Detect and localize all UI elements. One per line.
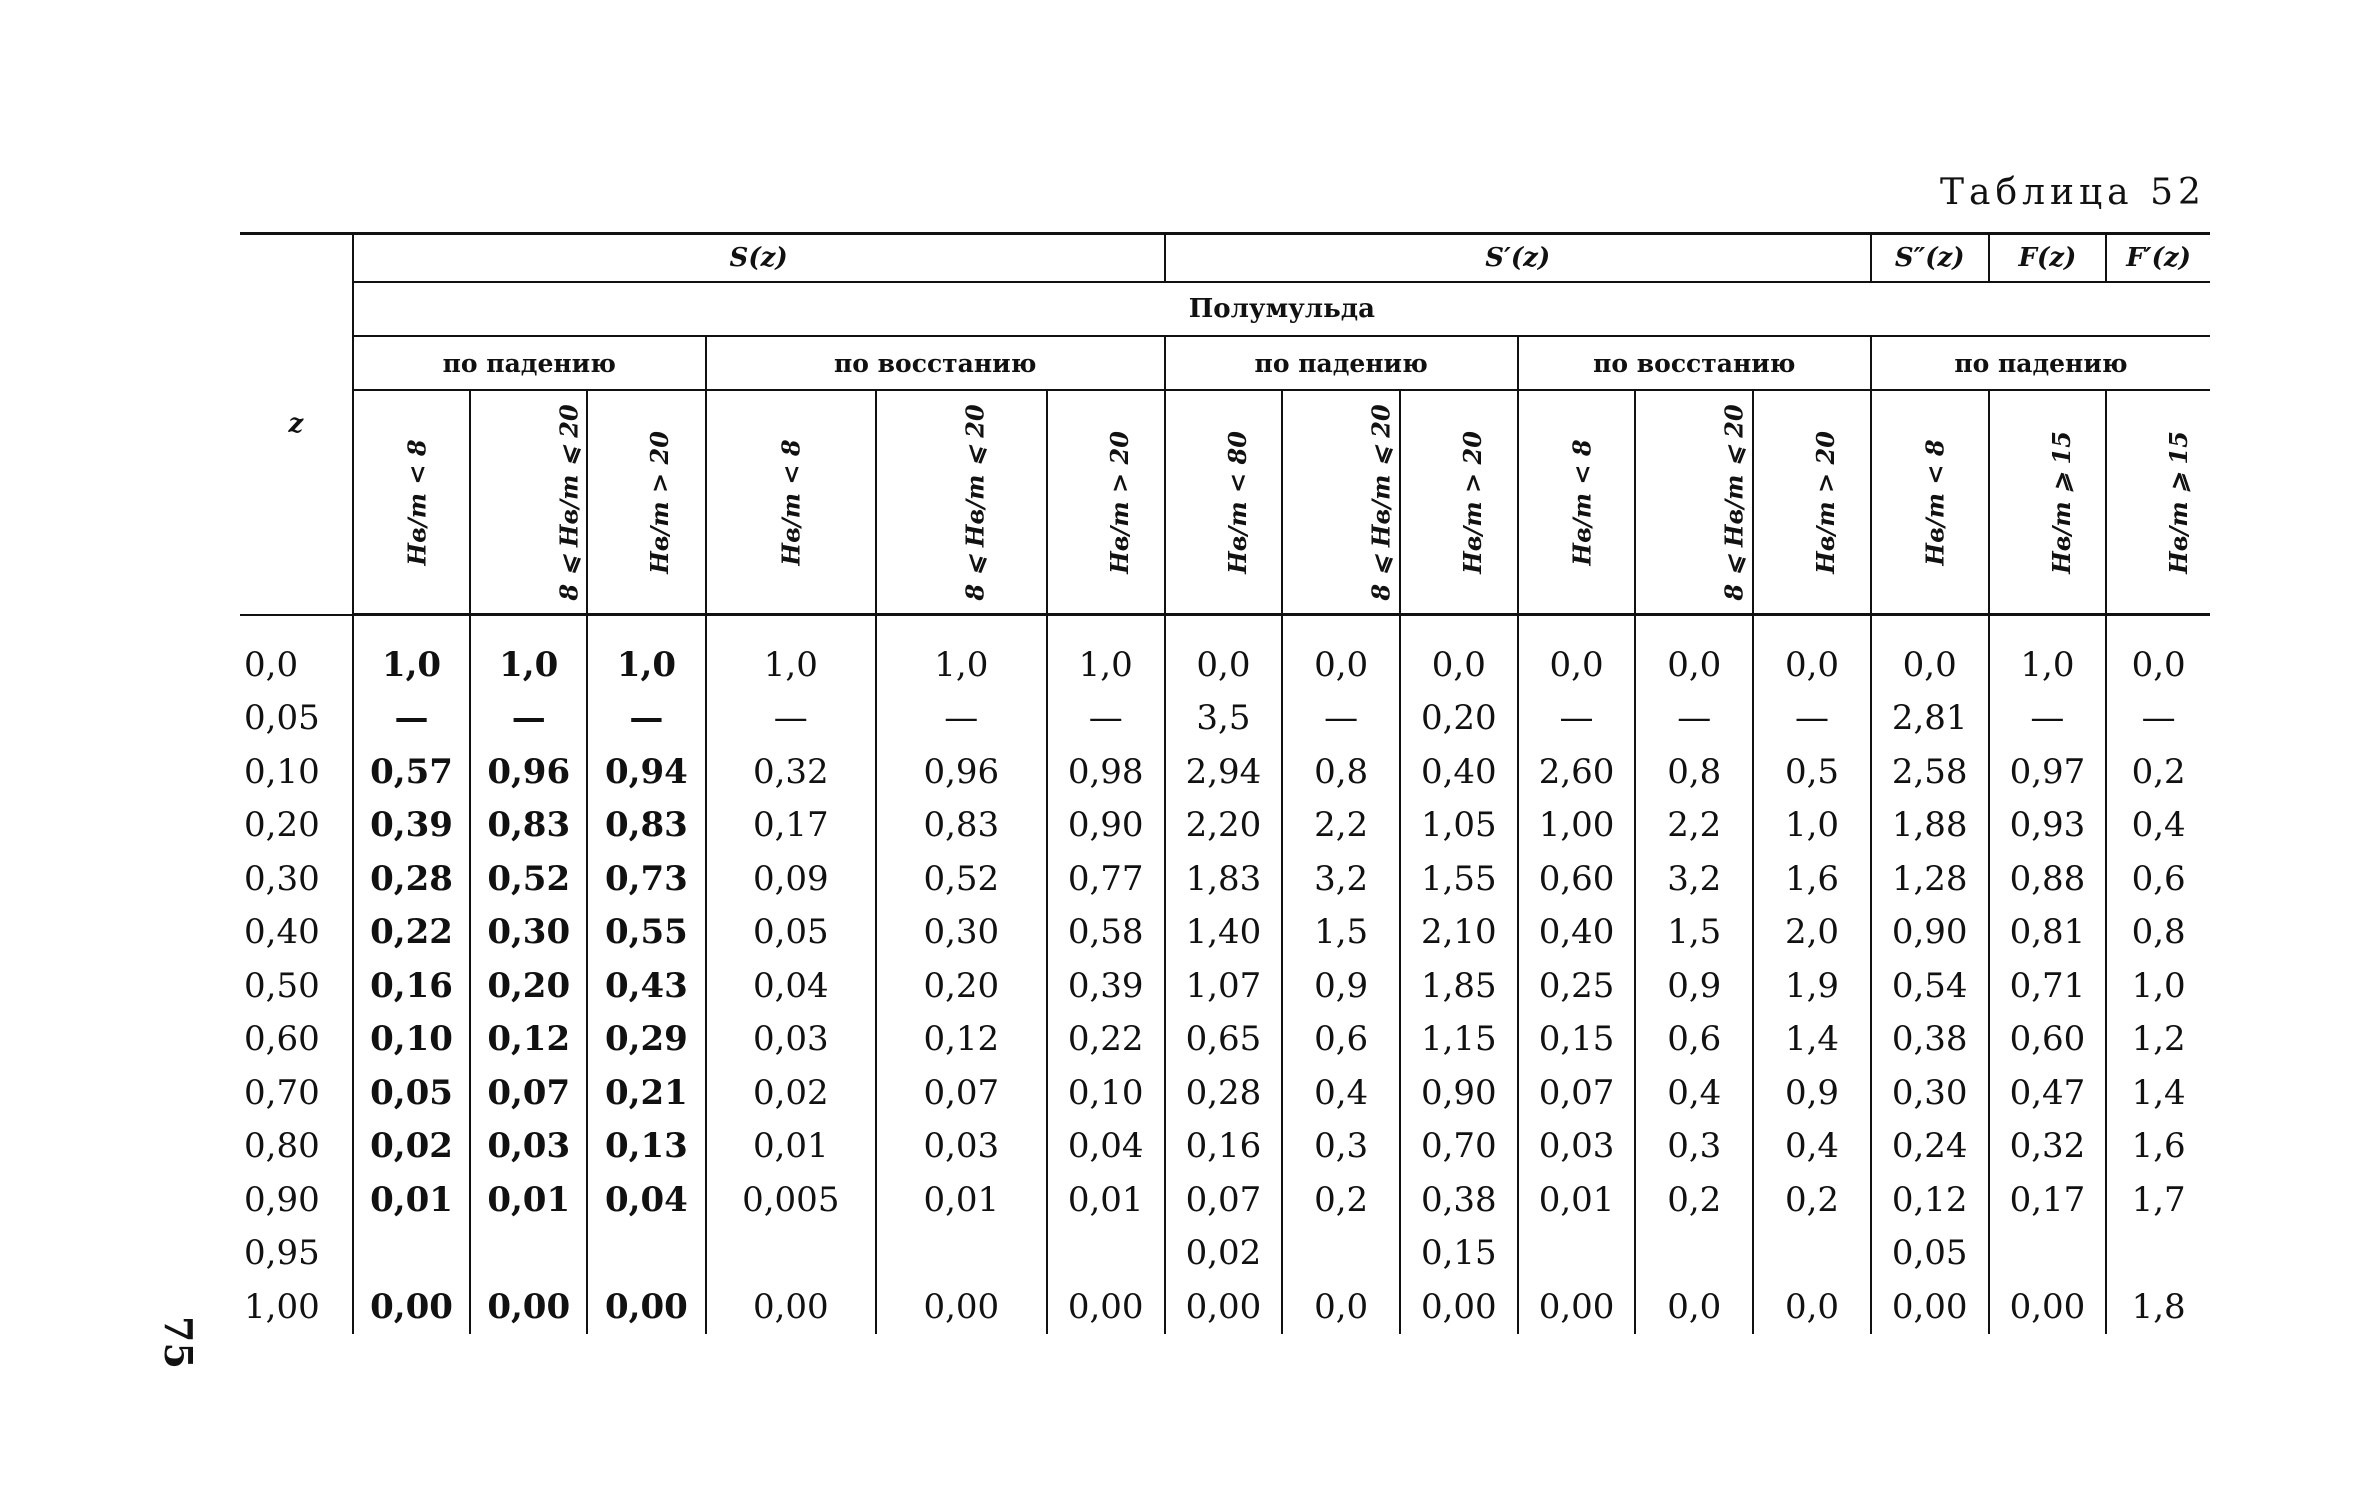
direction-header: по восстанию: [1518, 336, 1871, 390]
condition-label: Hв/m < 8: [1567, 438, 1597, 566]
table-cell: 0,2: [1635, 1173, 1753, 1227]
table-cell: 1,6: [2106, 1120, 2210, 1174]
table-cell: 1,15: [1400, 1013, 1518, 1067]
table-cell: 3,5: [1165, 692, 1283, 746]
table-caption: Таблица 52: [1940, 172, 2206, 213]
condition-label: Hв/m < 8: [776, 438, 806, 566]
table-cell: 1,28: [1871, 852, 1989, 906]
table-cell: 0,2: [2106, 745, 2210, 799]
table-cell: 0,97: [1989, 745, 2107, 799]
table-cell: 0,88: [1989, 852, 2107, 906]
table-cell: 0,40: [1400, 745, 1518, 799]
table-cell: 0,54: [1871, 959, 1989, 1013]
condition-label: Hв/m > 20: [1457, 430, 1487, 574]
table-cell: 0,30: [876, 906, 1047, 960]
table-cell: 0,40: [1518, 906, 1636, 960]
table-cell: 0,02: [1165, 1227, 1283, 1281]
table-cell: 0,00: [1047, 1280, 1165, 1334]
table-cell: 0,03: [706, 1013, 876, 1067]
table-row: [240, 906, 2210, 960]
condition-header: [2106, 390, 2210, 615]
table-cell: 0,83: [587, 799, 706, 853]
table-cell: [587, 1227, 706, 1281]
table-cell: 0,12: [470, 1013, 587, 1067]
condition-header: [1400, 390, 1518, 615]
table-cell: 0,10: [1047, 1066, 1165, 1120]
table-cell: 0,00: [1871, 1280, 1989, 1334]
table-cell: 0,3: [1282, 1120, 1400, 1174]
table-cell: 0,0: [1871, 615, 1989, 692]
z-value: 0,30: [240, 852, 353, 906]
function-header: S″(z): [1871, 234, 1989, 283]
condition-label: Hв/m < 80: [1222, 430, 1252, 574]
table-cell: 0,2: [1753, 1173, 1871, 1227]
table-cell: 0,05: [353, 1066, 471, 1120]
z-value: 0,50: [240, 959, 353, 1013]
table-cell: 0,39: [353, 799, 471, 853]
table-row: [240, 1120, 2210, 1174]
table-cell: 0,01: [353, 1173, 471, 1227]
table-cell: 1,88: [1871, 799, 1989, 853]
table-cell: [706, 1227, 876, 1281]
condition-label: 8 ⩽ Hв/m ⩽ 20: [960, 403, 990, 601]
table-cell: 0,28: [1165, 1066, 1283, 1120]
table-cell: 0,005: [706, 1173, 876, 1227]
table-cell: 0,52: [470, 852, 587, 906]
condition-label: Hв/m < 8: [1920, 438, 1950, 566]
table-cell: 0,28: [353, 852, 471, 906]
table-cell: 0,01: [706, 1120, 876, 1174]
table-cell: 2,10: [1400, 906, 1518, 960]
table-cell: 1,05: [1400, 799, 1518, 853]
table-cell: [1753, 1227, 1871, 1281]
z-value: 0,90: [240, 1173, 353, 1227]
table-cell: 0,4: [1635, 1066, 1753, 1120]
table-cell: 1,5: [1282, 906, 1400, 960]
z-value: 0,0: [240, 615, 353, 692]
table-cell: 0,90: [1047, 799, 1165, 853]
table-cell: 2,60: [1518, 745, 1636, 799]
table-cell: —: [1753, 692, 1871, 746]
table-cell: [353, 1227, 471, 1281]
table-cell: 1,55: [1400, 852, 1518, 906]
z-value: 0,20: [240, 799, 353, 853]
table-row: [240, 692, 2210, 746]
table-cell: [1518, 1227, 1636, 1281]
table-cell: [1047, 1227, 1165, 1281]
condition-header: [587, 390, 706, 615]
table-cell: 0,73: [587, 852, 706, 906]
table-cell: 0,04: [706, 959, 876, 1013]
table-cell: 0,38: [1871, 1013, 1989, 1067]
condition-header: [1989, 390, 2107, 615]
table-cell: 0,25: [1518, 959, 1636, 1013]
table-cell: 0,07: [876, 1066, 1047, 1120]
table-cell: [876, 1227, 1047, 1281]
table-cell: 2,2: [1635, 799, 1753, 853]
table-cell: 0,83: [470, 799, 587, 853]
condition-header: [1282, 390, 1400, 615]
table-cell: 0,17: [1989, 1173, 2107, 1227]
table-cell: 0,77: [1047, 852, 1165, 906]
table-cell: 0,07: [1518, 1066, 1636, 1120]
table-cell: 0,24: [1871, 1120, 1989, 1174]
table-row: [240, 1173, 2210, 1227]
table-row: [240, 1227, 2210, 1281]
table-cell: 0,8: [2106, 906, 2210, 960]
table-cell: 0,13: [587, 1120, 706, 1174]
direction-header: по падению: [1871, 336, 2210, 390]
data-table: [240, 232, 2210, 1334]
table-cell: 0,6: [2106, 852, 2210, 906]
table-cell: 0,9: [1282, 959, 1400, 1013]
table-cell: 0,04: [587, 1173, 706, 1227]
table-cell: 0,2: [1282, 1173, 1400, 1227]
table-cell: 1,0: [1989, 615, 2107, 692]
function-header: S′(z): [1165, 234, 1871, 283]
condition-label: Hв/m > 20: [1811, 430, 1841, 574]
table-cell: —: [706, 692, 876, 746]
table-cell: 0,0: [1753, 1280, 1871, 1334]
table-cell: 3,2: [1635, 852, 1753, 906]
condition-label: 8 ⩽ Hв/m ⩽ 20: [1366, 403, 1396, 601]
table-cell: 0,6: [1635, 1013, 1753, 1067]
table-cell: 0,12: [1871, 1173, 1989, 1227]
table-cell: 1,4: [1753, 1013, 1871, 1067]
table-cell: 0,05: [706, 906, 876, 960]
condition-label: Hв/m ⩾ 15: [2046, 430, 2076, 574]
table-cell: 3,2: [1282, 852, 1400, 906]
table-row: [240, 799, 2210, 853]
table-cell: 0,22: [353, 906, 471, 960]
condition-label: Hв/m ⩾ 15: [2164, 430, 2194, 574]
table-cell: 1,0: [2106, 959, 2210, 1013]
direction-header: по падению: [353, 336, 706, 390]
table-cell: 0,3: [1635, 1120, 1753, 1174]
table-cell: 0,30: [470, 906, 587, 960]
table-cell: 0,00: [587, 1280, 706, 1334]
z-column-header: z: [240, 234, 353, 615]
table-cell: 0,00: [353, 1280, 471, 1334]
table-cell: 0,0: [1282, 615, 1400, 692]
table-cell: 1,2: [2106, 1013, 2210, 1067]
table-cell: 0,02: [706, 1066, 876, 1120]
table-cell: 0,07: [1165, 1173, 1283, 1227]
table-cell: 0,17: [706, 799, 876, 853]
table-cell: 0,93: [1989, 799, 2107, 853]
table-cell: 0,0: [1518, 615, 1636, 692]
table-cell: 0,4: [1753, 1120, 1871, 1174]
condition-header: [1753, 390, 1871, 615]
table-cell: 0,01: [1047, 1173, 1165, 1227]
table-cell: [1282, 1227, 1400, 1281]
table-cell: 0,00: [1165, 1280, 1283, 1334]
table-cell: 2,94: [1165, 745, 1283, 799]
table-cell: [2106, 1227, 2210, 1281]
direction-header: по падению: [1165, 336, 1518, 390]
table-cell: 1,0: [587, 615, 706, 692]
table-cell: —: [587, 692, 706, 746]
table-cell: 0,20: [876, 959, 1047, 1013]
table-cell: 0,52: [876, 852, 1047, 906]
table-cell: 1,4: [2106, 1066, 2210, 1120]
table-cell: 0,81: [1989, 906, 2107, 960]
table-cell: 1,7: [2106, 1173, 2210, 1227]
function-header: S(z): [353, 234, 1165, 283]
table-cell: 0,03: [876, 1120, 1047, 1174]
table-cell: 0,60: [1989, 1013, 2107, 1067]
table-cell: 0,6: [1282, 1013, 1400, 1067]
table-cell: 0,16: [353, 959, 471, 1013]
table-cell: 1,83: [1165, 852, 1283, 906]
condition-label: 8 ⩽ Hв/m ⩽ 20: [1720, 403, 1750, 601]
table-cell: 0,29: [587, 1013, 706, 1067]
table-cell: 0,0: [1165, 615, 1283, 692]
table-cell: 0,00: [1400, 1280, 1518, 1334]
table-cell: 0,0: [1635, 615, 1753, 692]
table-cell: —: [1518, 692, 1636, 746]
table-cell: 0,09: [706, 852, 876, 906]
table-cell: 0,10: [353, 1013, 471, 1067]
condition-label: 8 ⩽ Hв/m ⩽ 20: [555, 403, 585, 601]
condition-header: [706, 390, 876, 615]
polumulda-header: Полумульда: [353, 282, 2210, 336]
table-cell: 0,0: [1400, 615, 1518, 692]
function-header: F(z): [1989, 234, 2107, 283]
table-cell: 0,4: [2106, 799, 2210, 853]
table-cell: 0,57: [353, 745, 471, 799]
z-value: 0,40: [240, 906, 353, 960]
condition-header: [1518, 390, 1636, 615]
table-cell: 0,98: [1047, 745, 1165, 799]
condition-label: Hв/m < 8: [402, 438, 432, 566]
table-row: [240, 1066, 2210, 1120]
table-cell: 0,43: [587, 959, 706, 1013]
table-cell: 0,8: [1282, 745, 1400, 799]
table-row: [240, 852, 2210, 906]
direction-header: по восстанию: [706, 336, 1165, 390]
z-value: 0,05: [240, 692, 353, 746]
table-cell: 0,90: [1871, 906, 1989, 960]
table-cell: —: [2106, 692, 2210, 746]
table-cell: 2,58: [1871, 745, 1989, 799]
condition-header: [1047, 390, 1165, 615]
table-cell: 0,04: [1047, 1120, 1165, 1174]
table-cell: 0,71: [1989, 959, 2107, 1013]
table-row: [240, 959, 2210, 1013]
z-value: 1,00: [240, 1280, 353, 1334]
table-cell: —: [1047, 692, 1165, 746]
table-cell: 0,58: [1047, 906, 1165, 960]
table-cell: 0,16: [1165, 1120, 1283, 1174]
condition-header: [1165, 390, 1283, 615]
table-cell: 0,38: [1400, 1173, 1518, 1227]
table-row: [240, 1013, 2210, 1067]
condition-header: [353, 390, 471, 615]
table-cell: 0,02: [353, 1120, 471, 1174]
table-cell: 0,0: [1282, 1280, 1400, 1334]
condition-label: Hв/m > 20: [1104, 430, 1134, 574]
table-cell: 1,0: [353, 615, 471, 692]
table-cell: 1,0: [470, 615, 587, 692]
table-cell: 0,96: [470, 745, 587, 799]
table-cell: 0,32: [706, 745, 876, 799]
page-number: 75: [155, 1316, 201, 1369]
table-header: [240, 234, 2210, 615]
table-cell: 1,5: [1635, 906, 1753, 960]
table-cell: 0,0: [2106, 615, 2210, 692]
table-cell: —: [470, 692, 587, 746]
table-cell: 0,00: [470, 1280, 587, 1334]
table-cell: 0,90: [1400, 1066, 1518, 1120]
z-value: 0,95: [240, 1227, 353, 1281]
table-cell: 1,8: [2106, 1280, 2210, 1334]
table-cell: 0,60: [1518, 852, 1636, 906]
table-cell: 1,0: [1753, 799, 1871, 853]
table-cell: 0,39: [1047, 959, 1165, 1013]
table-cell: 0,00: [1989, 1280, 2107, 1334]
table-cell: 0,47: [1989, 1066, 2107, 1120]
table-cell: 1,9: [1753, 959, 1871, 1013]
table-cell: 1,0: [706, 615, 876, 692]
table-cell: 1,0: [876, 615, 1047, 692]
z-value: 0,60: [240, 1013, 353, 1067]
table-cell: 0,01: [470, 1173, 587, 1227]
table-cell: 0,32: [1989, 1120, 2107, 1174]
table-cell: 0,4: [1282, 1066, 1400, 1120]
table-cell: 0,07: [470, 1066, 587, 1120]
table-cell: 1,00: [1518, 799, 1636, 853]
table-cell: [1989, 1227, 2107, 1281]
z-value: 0,10: [240, 745, 353, 799]
table-cell: 0,01: [876, 1173, 1047, 1227]
table-cell: 0,8: [1635, 745, 1753, 799]
table-cell: 0,00: [706, 1280, 876, 1334]
table-cell: 0,83: [876, 799, 1047, 853]
z-value: 0,70: [240, 1066, 353, 1120]
table-cell: 2,0: [1753, 906, 1871, 960]
table-cell: 0,12: [876, 1013, 1047, 1067]
table-body: [240, 615, 2210, 1334]
table-cell: [470, 1227, 587, 1281]
condition-header: [876, 390, 1047, 615]
table-cell: 2,81: [1871, 692, 1989, 746]
table-cell: 0,94: [587, 745, 706, 799]
table-cell: 0,21: [587, 1066, 706, 1120]
table-row: [240, 745, 2210, 799]
table-cell: 1,40: [1165, 906, 1283, 960]
table-cell: 0,22: [1047, 1013, 1165, 1067]
table-cell: —: [1282, 692, 1400, 746]
table-cell: 1,6: [1753, 852, 1871, 906]
table-cell: 2,20: [1165, 799, 1283, 853]
function-header: F′(z): [2106, 234, 2210, 283]
z-value: 0,80: [240, 1120, 353, 1174]
table-row: [240, 1280, 2210, 1334]
table-cell: 0,20: [1400, 692, 1518, 746]
table-cell: 0,0: [1635, 1280, 1753, 1334]
table-cell: 0,00: [1518, 1280, 1636, 1334]
table-cell: —: [353, 692, 471, 746]
table-cell: 0,70: [1400, 1120, 1518, 1174]
table-cell: 0,03: [470, 1120, 587, 1174]
table-row: [240, 615, 2210, 692]
table-cell: 0,00: [876, 1280, 1047, 1334]
table-cell: 0,15: [1400, 1227, 1518, 1281]
table-cell: 0,5: [1753, 745, 1871, 799]
table-cell: 0,01: [1518, 1173, 1636, 1227]
table-cell: 0,55: [587, 906, 706, 960]
table-cell: 2,2: [1282, 799, 1400, 853]
condition-label: Hв/m > 20: [644, 430, 674, 574]
table-cell: 0,9: [1753, 1066, 1871, 1120]
table-cell: [1635, 1227, 1753, 1281]
table-cell: 0,20: [470, 959, 587, 1013]
table-cell: 0,03: [1518, 1120, 1636, 1174]
table-cell: 0,96: [876, 745, 1047, 799]
table-cell: 0,05: [1871, 1227, 1989, 1281]
table-cell: 0,15: [1518, 1013, 1636, 1067]
condition-header: [1635, 390, 1753, 615]
condition-header: [1871, 390, 1989, 615]
table-cell: 0,0: [1753, 615, 1871, 692]
table-cell: 0,65: [1165, 1013, 1283, 1067]
table-cell: 1,0: [1047, 615, 1165, 692]
table-cell: 1,85: [1400, 959, 1518, 1013]
table-cell: —: [1989, 692, 2107, 746]
condition-header: [470, 390, 587, 615]
table-cell: 0,9: [1635, 959, 1753, 1013]
table-cell: 0,30: [1871, 1066, 1989, 1120]
table-cell: —: [876, 692, 1047, 746]
table-cell: —: [1635, 692, 1753, 746]
table-cell: 1,07: [1165, 959, 1283, 1013]
